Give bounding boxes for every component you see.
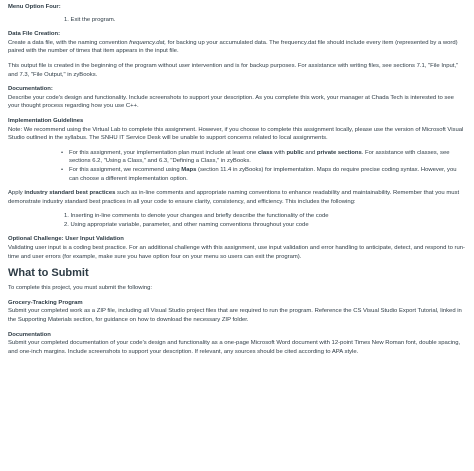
list-item: • For this assignment, we recommend using Maps (section 11.4 in zyBooks) for implementation. Maps do require precise coding syntax. However, you can choose a different implementation option. [8,166,466,183]
menu-four-list [8,16,466,25]
best-practices-list [8,212,466,229]
implementation-heading: Implementation Guidelines [8,117,84,124]
implementation-bullets [8,149,466,183]
optional-challenge-text: Validating user input is a coding best practice. For an additional challenge with this assignment, use input validation and error handling to anticipate, detect, and respond to run-time and user errors (for example, make sure you have option four on your menu so users can exit the program). [8,245,466,260]
grocery-program-text: Submit your completed work as a ZIP file, including all Visual Studio project files that are required to run the program. Reference the CS Visual Studio Export Tutorial, linked in the Supporting Materials section, for guidance on how to download the necessary ZIP folder. [8,308,462,324]
grocery-program-heading: Grocery-Tracking Program [8,299,83,306]
submit-documentation-heading: Documentation [8,331,51,338]
documentation-text: Describe your code's design and functionality. Include screenshots to support your description. As you complete this work, your manager at Chada Tech is interested to see your thought process regarding how you use C++. [8,94,454,110]
data-file-paragraph-2: This output file is created in the beginning of the program without user intervention and is for backup purposes. For assistance with writing files, see sections 7.1, "File Input," and 7.3, "File Output," in zyBooks. [8,62,459,78]
submit-intro: To complete this project, you must submit the following: [8,285,153,292]
menu-four-heading: Menu Option Four: [8,4,61,10]
data-file-heading: Data File Creation: [8,31,61,38]
list-item: 1. Exit the program. [64,16,116,23]
best-practices-paragraph: Apply industry standard best practices such as in-line comments and appropriate naming conventions to enhance readability and maintainability. Remember that you must demonstrate industry standard best practices in all your code to ensure clarity, consistency, and efficiency. This includes the following: [8,190,460,205]
submit-documentation-text: Submit your completed documentation of your code's design and functionality as a one-page Microsoft Word document with 12-point Times New Roman font, double spacing, and one-inch margins. Include screenshots to support your description. If relevant, any sources should be cited according to APA style. [8,340,461,355]
list-item: • For this assignment, your implementation plan must include at least one class with public and private sections. For assistance with classes, see sections 6.2, "Using a Class," and 6.3, "Defining a Class," in zyBooks. [8,149,466,166]
list-item: 2. Using appropriate variable, parameter, and other naming conventions throughout your code [64,221,309,228]
documentation-heading: Documentation: [8,86,53,93]
what-to-submit-heading: What to Submit [8,267,89,280]
data-file-paragraph-1: Create a data file, with the naming convention frequency.dat, for backing up your accumulated data. The frequency.dat file should include every item (represented by a word) paired with the number of times that item appears in the input file. [8,39,458,55]
implementation-note: Note: We recommend using the Virtual Lab to complete this assignment. However, if you choose to complete this assignment locally, please use the version of Microsoft Visual Studio outlined in the syllabus. The SNHU IT Service Desk will be unable to support concerns related to local assignments. [8,126,464,142]
list-item: 1. Inserting in-line comments to denote your changes and briefly describe the functionality of the code [64,213,329,220]
optional-challenge-heading: Optional Challenge: User Input Validation [8,236,124,243]
